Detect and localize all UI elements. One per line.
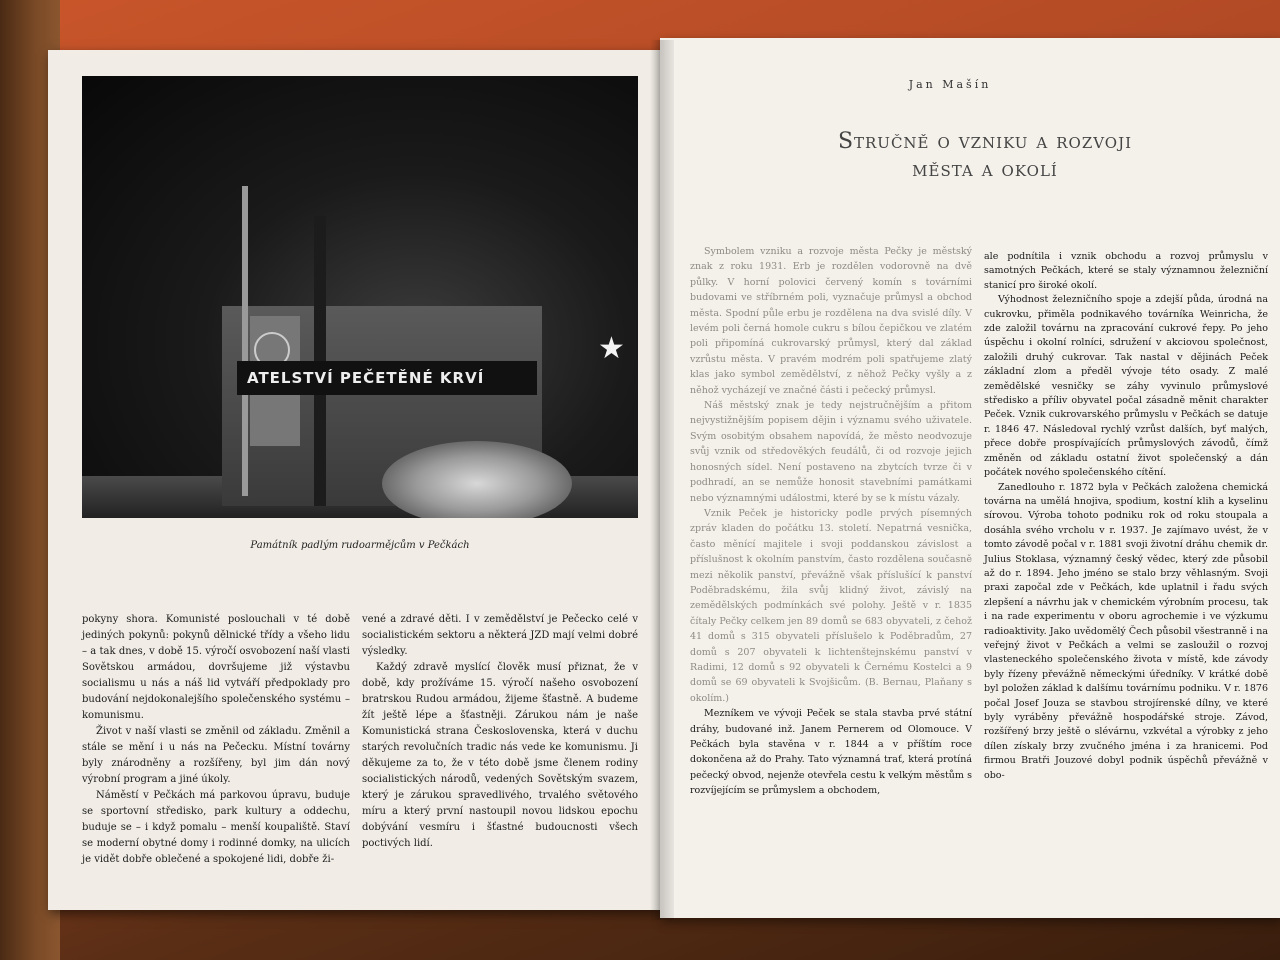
paragraph: Každý zdravě myslící člověk musí přiznat, že v době, kdy prožíváme 15. výročí našeho osvobození bratrskou Rudou armádou, žijeme šťastně. A budeme žít ještě lépe a šťastněji. Zárukou nám je naše Komunistická strana Československa, která v duchu starých revolučních tradic nás vede ke komunismu. Ji děkujeme za to, že v této době jsme členem rodiny socialistických národů, vedených Sovětským svazem, který je zárukou spravedlivého, trvalého světového míru a který první nastoupil novou lidskou epochu dobývání vesmíru i šťastné budoucnosti všech poctivých lidí. <box>362 662 638 849</box>
paragraph: Vznik Peček je historicky podle prvých písemných zpráv kladen do počátku 13. století. Nepatrná vesnička, často měnící majitele i svoji poddanskou závislost a příslušnost k okolním panstvím, často rozdělena současně mezi několik panství, převážně však příslušící k panství Poděbradskému, žila svůj klidný život, závislý na zemědělských podmínkách své polohy. Ještě v r. 1835 čítaly Pečky celkem jen 89 domů se 683 obyvateli, z čehož 41 domů s 315 obyvateli příslušelo k Poděbradům, 27 domů s 207 obyvateli k lichtenštejnskému panství v Radimi, 12 domů s 92 obyvateli k Černému Kostelci a 9 domů se 69 obyvateli k Svojšicům. (B. Bernau, Plaňany s okolím.) <box>690 507 972 704</box>
left-column-2 <box>362 612 638 852</box>
right-column-1 <box>690 244 972 799</box>
paragraph: Symbolem vzniku a rozvoje města Pečky je městský znak z roku 1931. Erb je rozdělen vodorovně na dvě půlky. V horní polovici červený komín s továrními budovami ve stříbrném poli, vyznačuje průmysl a obchod města. Spodní půle erbu je rozdělena na dva svislé díly. V levém poli černá homole cukru s bílou čepičkou ve zlatém poli připomíná cukrovarský průmysl, který dal základ vzrůstu města. V pravém modrém poli spatřujeme zlatý klas jako symbol zemědělství, z něhož Pečky vyšly a z něhož vycházejí ve značné části i pečecký průmysl. <box>690 246 972 396</box>
paragraph: ale podnítila i vznik obchodu a rozvoj průmyslu v samotných Pečkách, které se staly významnou železniční stanicí pro široké okolí. <box>984 251 1268 291</box>
author-name: Jan Mašín <box>908 78 992 91</box>
paragraph: pokyny shora. Komunisté poslouchali v té době jediných pokynů: pokynů dělnické třídy a všeho lidu – a tak dnes, v době 15. výročí osvobození naší vlasti Sovětskou armádou, dovršujeme již výstavbu socialismu u nás a náš lid vytváří předpoklady pro budování nejdokonalejšího společenského systému – komunismu. <box>82 614 350 721</box>
memorial-inscription: ATELSTVÍ PEČETĚNÉ KRVÍ <box>237 361 537 395</box>
page-gutter <box>650 40 674 920</box>
wreath <box>382 441 572 518</box>
memorial-photo <box>82 76 638 518</box>
article-title <box>760 128 1210 184</box>
paragraph: Zanedlouho r. 1872 byla v Pečkách založena chemická továrna na umělá hnojiva, spodium, kostní klih a kyselinu sírovou. Výroba tohoto podniku rok od roku stoupala a dosáhla svého vrcholu v r. 1937. Je zajímavo uvést, že v tomto závodě počal v r. 1881 svoji životní dráhu chemik dr. Julius Stoklasa, významný český vědec, který zde působil až do r. 1894. Jeho jméno se stalo brzy věhlasným. Svoji praxi započal zde v Pečkách, kde uplatnil i řadu svých zlepšení a návrhu jak v chemickém výrobním procesu, tak i na rade experimentu v oboru agrochemie i ve výzkumu radioaktivity. Jako uvědomělý Čech působil všestranně i na veřejný život v Pečkách a velmi se zasloužil o rozvoj vlasteneckého společenského života v místě, kde závody byly řízeny převážně německými úředníky. V krátké době byl položen základ k dalšímu továrnímu podniku. V r. 1876 počal Josef Jouza se stavbou strojírenské dílny, ve které byly vyráběny převážně hospodářské stroje. Závod, rozšířený brzy ještě o slévárnu, vzkvétal a výrobky z jeho dílen získaly brzy zvučného jména i za hranicemi. Pod firmou Bratři Jouzové dobyl podnik úspěchů převážně v obo- <box>984 481 1268 781</box>
paragraph: Mezníkem ve vývoji Peček se stala stavba prvé státní dráhy, budované inž. Janem Pernerem od Olomouce. V Pečkách byla stavěna v r. 1844 a v příštím roce dokončena až do Prahy. Tato významná trať, která protíná pečecký obvod, nejenže otevřela cestu k velkým městům s rozvíjejícím se průmyslem a obchodem, <box>690 708 972 797</box>
paragraph: Život v naší vlasti se změnil od základu. Změnil a stále se mění i u nás na Pečecku. Místní továrny byly znárodněny a rozšířeny, byl jim dán nový výrobní program a jiné úkoly. <box>82 726 350 785</box>
flag-pole <box>242 186 248 496</box>
title-line-1: Stručně o vzniku a rozvoji <box>837 129 1133 154</box>
paragraph: Náš městský znak je tedy nejstručnějším a přitom nejvystižnějším popisem dějin i významu svého uživatele. Svým osobitým obsahem napovídá, že město neodvozuje svůj vznik od středověkých feudálů, či od rozvoje jejich honosných sídel. Není postaveno na zbytcích tvrze či v podhradí, an se nemůže honosit stavebními památkami nebo významnými událostmi, které by se k místu vázaly. <box>690 400 972 504</box>
paragraph: Výhodnost železničního spoje a zdejší půda, úrodná na cukrovku, přiměla podnikavého továrníka Weinricha, že zde založil továrnu na zpracování cukrové řepy. Po jeho úspěchu i okolní rolníci, sdružení v akciovou společnost, založili druhý cukrovar. Tak nastal v dějinách Peček základní zlom a předěl vývoje této osady. Z malé zemědělské vesničky se záhy vyvinulo průmyslové středisko a příliv obyvatel počal zásadně měnit charakter Peček. Vznik cukrovarského průmyslu v Pečkách se datuje r. 1846 47. Následoval rychlý vzrůst dalších, byť malých, přece dobře prospívajících průmyslových závodů, čímž změněn od základu ostatní život společenský a dán počátek nového společenského cítění. <box>984 294 1268 479</box>
star-icon: ★ <box>598 331 625 366</box>
paragraph: Náměstí v Pečkách má parkovou úpravu, buduje se sportovní středisko, park kultury a oddechu, buduje se – i když pomalu – menší koupaliště. Staví se moderní obytné domy i rodinné domky, na ulicích je vidět dobře oblečené a spokojené lidi, dobře ži- <box>82 790 350 865</box>
title-line-2: města a okolí <box>912 157 1058 182</box>
right-column-2 <box>984 250 1268 783</box>
paragraph: vené a zdravé děti. I v zemědělství je Pečecko celé v socialistickém sektoru a některá JZD mají velmi dobré výsledky. <box>362 614 638 657</box>
left-column-1 <box>82 612 350 868</box>
photo-caption: Památník padlým rudoarmějcům v Pečkách <box>250 540 470 551</box>
